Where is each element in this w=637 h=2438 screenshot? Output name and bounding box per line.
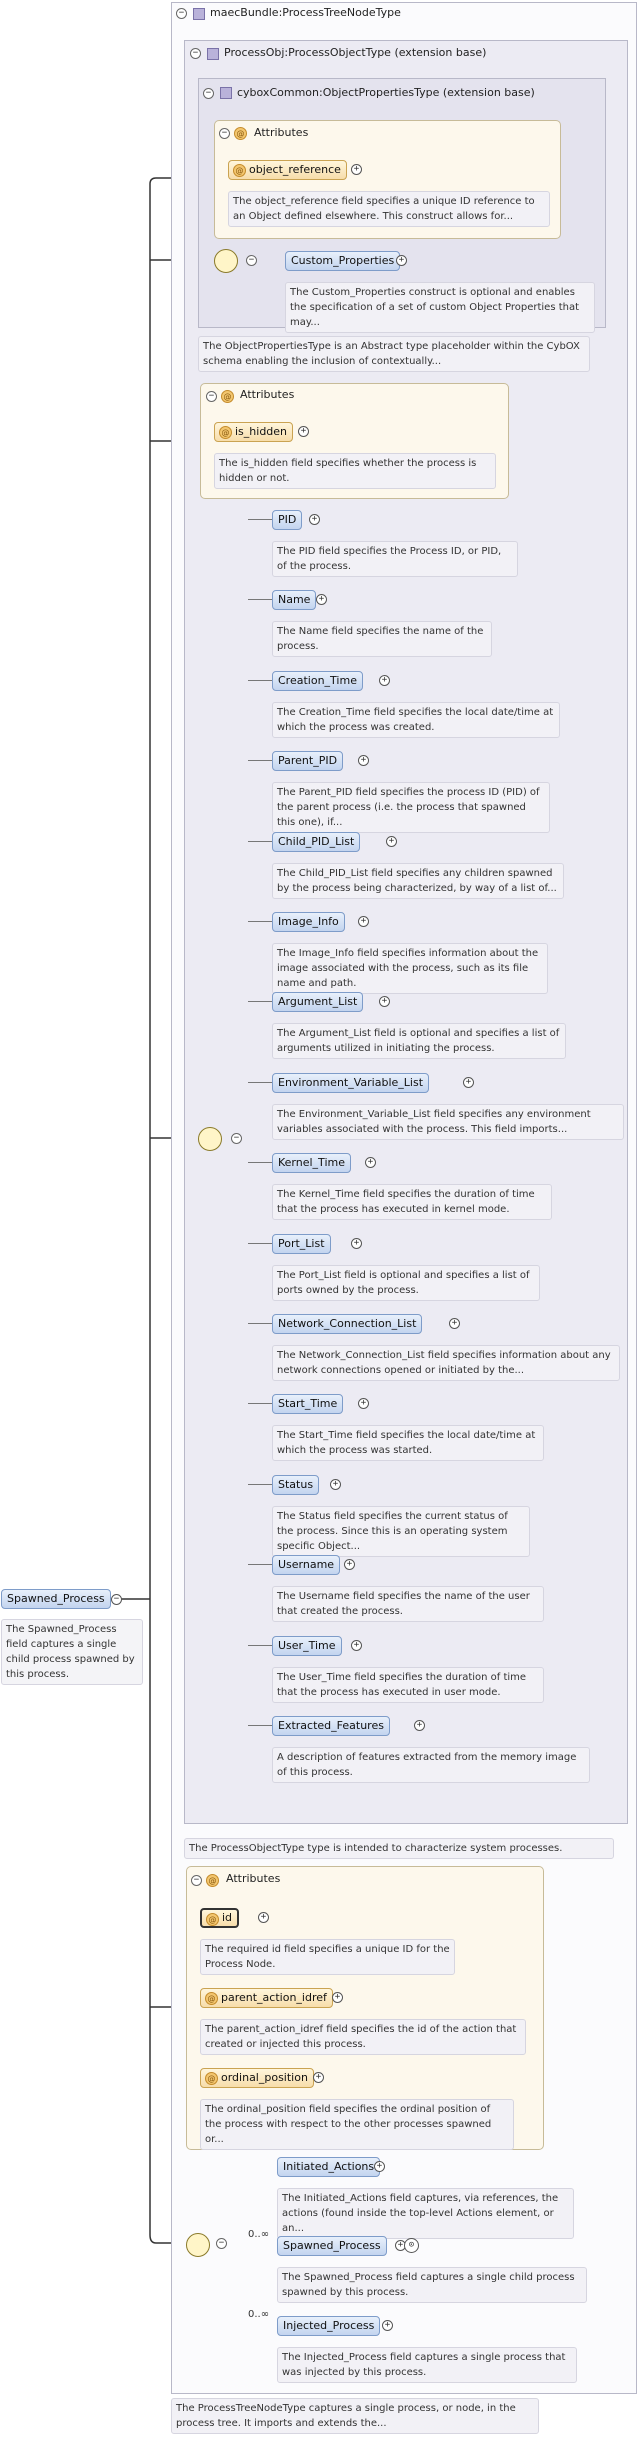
attribute-icon: @: [233, 164, 246, 177]
base2-doc: The ObjectPropertiesType is an Abstract type placeholder within the CybOX schema enabling the inclusion of contextually...: [198, 336, 590, 372]
expand-plus-icon[interactable]: +: [386, 836, 397, 847]
attribute-icon: @: [219, 426, 232, 439]
expand-plus-icon[interactable]: +: [313, 2072, 324, 2083]
root-element-doc: The Spawned_Process field captures a single child process spawned by this process.: [1, 1619, 143, 1685]
attribute-doc: The required id field specifies a unique ID for the Process Node.: [200, 1939, 455, 1975]
expand-plus-icon[interactable]: +: [351, 164, 362, 175]
element-status[interactable]: Status: [272, 1475, 319, 1495]
element-doc: The User_Time field specifies the duration of time that the process has executed in user mode.: [272, 1667, 544, 1703]
element-doc: The Image_Info field specifies information about the image associated with the process, such as its file name and path.: [272, 943, 548, 994]
complex-type-icon: [207, 48, 219, 60]
element-name[interactable]: Name: [272, 590, 316, 610]
attribute-id[interactable]: @ id: [200, 1908, 239, 1928]
expand-plus-icon[interactable]: +: [358, 755, 369, 766]
complex-type-icon: [193, 8, 205, 20]
element-doc: The Creation_Time field specifies the local date/time at which the process was created.: [272, 702, 560, 738]
attribute-doc: The parent_action_idref field specifies the id of the action that created or injected this process.: [200, 2019, 526, 2055]
compositor-collapse-toggle[interactable]: −: [216, 2238, 227, 2249]
attribute-icon: @: [206, 1913, 219, 1926]
element-doc: A description of features extracted from the memory image of this process.: [272, 1747, 590, 1783]
expand-plus-icon[interactable]: +: [358, 1398, 369, 1409]
base2-name: cyboxCommon:ObjectPropertiesType (extension base): [237, 86, 535, 99]
expand-plus-icon[interactable]: +: [332, 1992, 343, 2003]
root-expand-toggle[interactable]: −: [111, 1594, 122, 1605]
element-doc: The Network_Connection_List field specifies information about any network connections opened or initiated by the...: [272, 1345, 620, 1381]
attribute-icon: @: [221, 390, 234, 403]
attribute-parent-action-idref[interactable]: @ parent_action_idref: [200, 1988, 333, 2008]
element-extracted-features[interactable]: Extracted_Features: [272, 1716, 390, 1736]
expand-plus-icon[interactable]: +: [414, 1720, 425, 1731]
connector-tick: [248, 1484, 272, 1485]
expand-plus-icon[interactable]: +: [396, 255, 407, 266]
type-attributes-toggle[interactable]: −: [191, 1875, 202, 1886]
base1-doc: The ProcessObjectType type is intended to characterize system processes.: [184, 1838, 614, 1859]
connector-tick: [248, 680, 272, 681]
connector-tick: [248, 1323, 272, 1324]
element-doc: The Status field specifies the current status of the process. Since this is an operating system specific Object...: [272, 1506, 530, 1557]
attribute-is-hidden[interactable]: @ is_hidden: [214, 422, 293, 442]
sequence-compositor-icon[interactable]: [186, 2233, 210, 2257]
compositor-collapse-toggle[interactable]: −: [231, 1133, 242, 1144]
element-start-time[interactable]: Start_Time: [272, 1394, 343, 1414]
compositor-collapse-toggle[interactable]: −: [246, 255, 257, 266]
attribute-doc: The is_hidden field specifies whether the process is hidden or not.: [214, 453, 496, 489]
attribute-icon: @: [234, 127, 247, 140]
element-doc: The Name field specifies the name of the process.: [272, 621, 492, 657]
element-initiated-actions[interactable]: Initiated_Actions: [277, 2157, 380, 2177]
attribute-icon: @: [206, 1874, 219, 1887]
element-environment-variable-list[interactable]: Environment_Variable_List: [272, 1073, 429, 1093]
element-doc: The Custom_Properties construct is optional and enables the specification of a set of custom Object Properties that may...: [285, 282, 595, 333]
element-doc: The Kernel_Time field specifies the duration of time that the process has executed in kernel mode.: [272, 1184, 552, 1220]
attribute-ordinal-position[interactable]: @ ordinal_position: [200, 2068, 314, 2088]
element-doc: The Spawned_Process field captures a single child process spawned by this process.: [277, 2267, 587, 2303]
connector-tick: [248, 921, 272, 922]
element-doc: The Start_Time field specifies the local date/time at which the process was started.: [272, 1425, 544, 1461]
root-element-spawned-process[interactable]: [1, 1589, 111, 1609]
recursion-icon: ⊙: [404, 2238, 419, 2253]
element-kernel-time[interactable]: Kernel_Time: [272, 1153, 351, 1173]
connector-tick: [248, 841, 272, 842]
expand-plus-icon[interactable]: +: [316, 594, 327, 605]
expand-plus-icon[interactable]: +: [330, 1479, 341, 1490]
element-doc: The Port_List field is optional and specifies a list of ports owned by the process.: [272, 1265, 540, 1301]
element-doc: The Argument_List field is optional and specifies a list of arguments utilized in initiating the process.: [272, 1023, 566, 1059]
expand-plus-icon[interactable]: +: [358, 916, 369, 927]
element-user-time[interactable]: User_Time: [272, 1636, 342, 1656]
element-injected-process[interactable]: Injected_Process: [277, 2316, 380, 2336]
element-parent-pid[interactable]: Parent_PID: [272, 751, 343, 771]
connector-tick: [248, 1082, 272, 1083]
connector-tick: [248, 519, 272, 520]
connector-tick: [248, 1001, 272, 1002]
connector-tick: [248, 1403, 272, 1404]
sequence-compositor-icon[interactable]: [198, 1127, 222, 1151]
base1-collapse-toggle[interactable]: −: [190, 48, 201, 59]
element-doc: The PID field specifies the Process ID, or PID, of the process.: [272, 541, 518, 577]
element-doc: The Parent_PID field specifies the process ID (PID) of the parent process (i.e. the process that spawned this one), if...: [272, 782, 550, 833]
base1-attributes-toggle[interactable]: −: [206, 391, 217, 402]
connector-tick: [248, 1725, 272, 1726]
attributes-heading: Attributes: [254, 126, 309, 139]
root-element-label: Spawned_Process: [7, 1592, 105, 1605]
expand-plus-icon[interactable]: +: [344, 1559, 355, 1570]
expand-plus-icon[interactable]: +: [463, 1077, 474, 1088]
expand-plus-icon[interactable]: +: [379, 996, 390, 1007]
element-argument-list[interactable]: Argument_List: [272, 992, 363, 1012]
type-name: maecBundle:ProcessTreeNodeType: [210, 6, 401, 19]
element-doc: The Username field specifies the name of the user that created the process.: [272, 1586, 544, 1622]
base2-collapse-toggle[interactable]: −: [203, 88, 214, 99]
attribute-doc: The object_reference field specifies a unique ID reference to an Object defined elsewhere. This construct allows for...: [228, 191, 550, 227]
element-doc: The Injected_Process field captures a single process that was injected by this process.: [277, 2347, 577, 2383]
attribute-icon: @: [205, 1992, 218, 2005]
element-creation-time[interactable]: Creation_Time: [272, 671, 363, 691]
expand-plus-icon[interactable]: +: [365, 1157, 376, 1168]
connector-tick: [248, 760, 272, 761]
base1-name: ProcessObj:ProcessObjectType (extension base): [224, 46, 487, 59]
element-child-pid-list[interactable]: Child_PID_List: [272, 832, 360, 852]
expand-plus-icon[interactable]: +: [309, 514, 320, 525]
element-network-connection-list[interactable]: Network_Connection_List: [272, 1314, 422, 1334]
cardinality-label: 0..∞: [248, 2309, 270, 2320]
element-doc: The Environment_Variable_List field specifies any environment variables associated with the process. This field imports...: [272, 1104, 624, 1140]
expand-plus-icon[interactable]: +: [298, 426, 309, 437]
element-username[interactable]: Username: [272, 1555, 340, 1575]
base2-attributes-toggle[interactable]: −: [219, 128, 230, 139]
expand-plus-icon[interactable]: +: [351, 1238, 362, 1249]
attribute-doc: The ordinal_position field specifies the ordinal position of the process with respect to the other processes spawned or...: [200, 2099, 514, 2150]
expand-plus-icon[interactable]: +: [351, 1640, 362, 1651]
expand-plus-icon[interactable]: +: [374, 2161, 385, 2172]
attribute-object-reference[interactable]: @ object_reference: [228, 160, 347, 180]
sequence-compositor-icon[interactable]: [214, 249, 238, 273]
expand-plus-icon[interactable]: +: [395, 2240, 406, 2251]
connector-tick: [248, 1564, 272, 1565]
expand-plus-icon[interactable]: +: [382, 2320, 393, 2331]
attributes-heading: Attributes: [240, 388, 295, 401]
expand-plus-icon[interactable]: +: [258, 1912, 269, 1923]
connector-tick: [248, 599, 272, 600]
element-doc: The Child_PID_List field specifies any children spawned by the process being characterized, by way of a list of...: [272, 863, 564, 899]
element-port-list[interactable]: Port_List: [272, 1234, 331, 1254]
expand-plus-icon[interactable]: +: [449, 1318, 460, 1329]
element-spawned-process[interactable]: Spawned_Process: [277, 2236, 387, 2256]
element-doc: The Initiated_Actions field captures, via references, the actions (found inside the top-level Actions element, or an...: [277, 2188, 574, 2239]
connector-tick: [248, 1243, 272, 1244]
element-pid[interactable]: PID: [272, 510, 302, 530]
element-image-info[interactable]: Image_Info: [272, 912, 345, 932]
expand-plus-icon[interactable]: +: [379, 675, 390, 686]
attributes-heading: Attributes: [226, 1872, 281, 1885]
type-collapse-toggle[interactable]: −: [176, 8, 187, 19]
type-doc: The ProcessTreeNodeType captures a single process, or node, in the process tree. It imports and extends the...: [171, 2398, 539, 2434]
connector-tick: [248, 1162, 272, 1163]
connector-tick: [248, 1645, 272, 1646]
complex-type-icon: [220, 87, 232, 99]
element-custom-properties[interactable]: Custom_Properties: [285, 251, 400, 271]
cardinality-label: 0..∞: [248, 2229, 270, 2240]
attribute-icon: @: [205, 2072, 218, 2085]
